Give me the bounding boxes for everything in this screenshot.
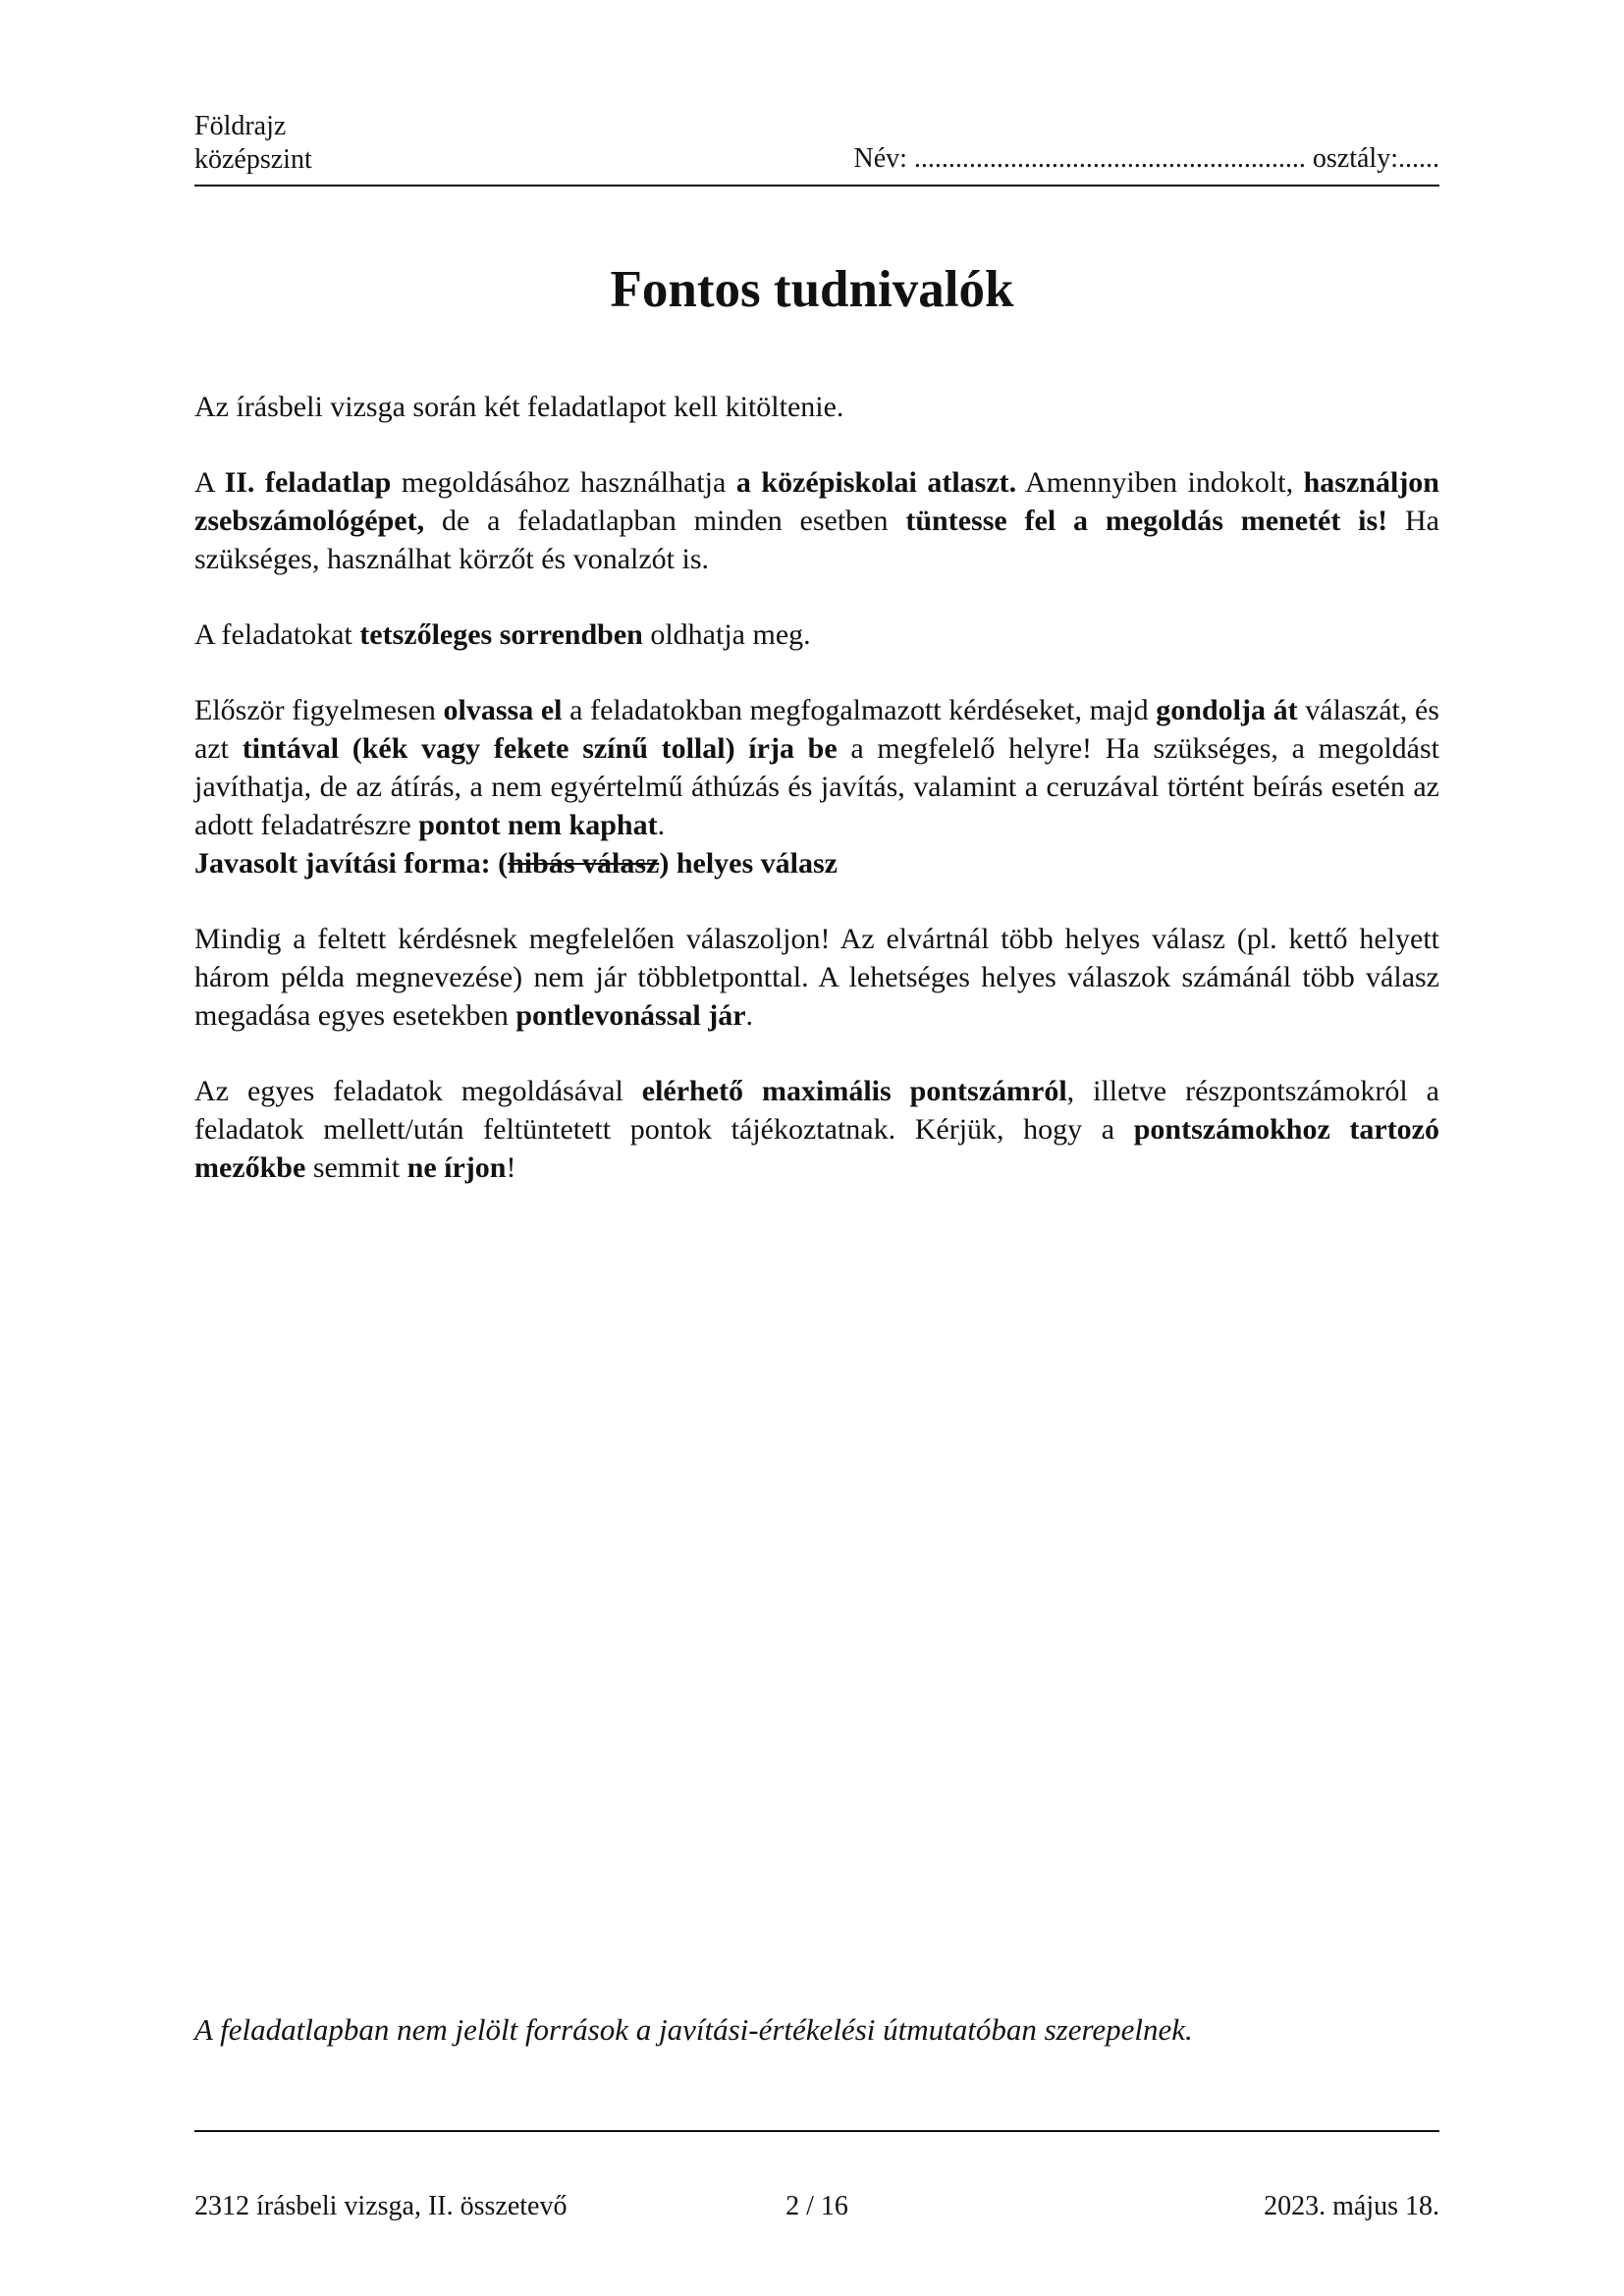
text-span: A feladatokat bbox=[194, 618, 360, 651]
paragraph-answer-count bbox=[194, 920, 1439, 1035]
text-span: Először figyelmesen bbox=[194, 694, 444, 726]
text-span: A bbox=[194, 466, 225, 499]
correction-form-line bbox=[194, 844, 1439, 882]
footer-divider bbox=[194, 2130, 1439, 2132]
text-span: Amennyiben indokolt, bbox=[1016, 466, 1304, 499]
bold-span: pontszámokhoz tartozó mezőkbe bbox=[194, 1113, 1439, 1184]
text-span: a feladatokban megfogalmazott kérdéseket, majd bbox=[562, 694, 1157, 726]
paragraph-tools bbox=[194, 463, 1439, 578]
text-span: , illetve részpontszámokról a feladatok mellett/után feltüntetett pontok tájékoztatnak. Kérjük, hogy a bbox=[194, 1075, 1439, 1146]
bold-span: pontot nem kaphat bbox=[418, 809, 658, 841]
text-span: megoldásához használhatja bbox=[391, 466, 736, 499]
instructions-body bbox=[194, 388, 1439, 1224]
bold-span: tetszőleges sorrendben bbox=[359, 618, 643, 651]
text-span: a megfelelő helyre! Ha szükséges, a megoldást javíthatja, de az átírás, a nem egyértelmű áthúzás és javítás, valamint a ceruzával történt beírás esetén az adott feladatrészre bbox=[194, 732, 1439, 841]
bold-span: tüntesse fel a megoldás menetét is! bbox=[905, 505, 1388, 537]
bold-span: ne írjon bbox=[406, 1151, 507, 1184]
paragraph-two-sheets: Az írásbeli vizsga során két feladatlapot kell kitöltenie. bbox=[194, 391, 844, 423]
bold-span: tintával (kék vagy fekete színű tollal) írja be bbox=[242, 732, 838, 765]
struck-wrong-answer: hibás válasz bbox=[508, 847, 660, 880]
paragraph-order bbox=[194, 615, 1439, 654]
subject-name: Földrajz bbox=[194, 111, 287, 141]
correction-right-answer: ) helyes válasz bbox=[659, 847, 838, 880]
text-span: . bbox=[657, 809, 666, 841]
page-footer bbox=[194, 2191, 1439, 2226]
sources-note: A feladatlapban nem jelölt források a javítási-értékelési útmutatóban szerepelnek. bbox=[194, 2012, 1193, 2047]
name-class-field: Név: ......................................................... osztály:...... bbox=[853, 143, 1439, 174]
text-span: ! bbox=[506, 1151, 516, 1184]
text-span: Az egyes feladatok megoldásával bbox=[194, 1075, 642, 1107]
text-span: válaszát, és azt bbox=[194, 694, 1439, 765]
bold-span: elérhető maximális pontszámról bbox=[641, 1075, 1067, 1107]
page-header bbox=[194, 108, 1439, 187]
bold-span: pontlevonással jár bbox=[515, 999, 746, 1032]
text-span: de a feladatlapban minden esetben bbox=[424, 505, 906, 537]
subject-block bbox=[194, 110, 312, 177]
paragraph-answering bbox=[194, 691, 1439, 844]
text-span: semmit bbox=[305, 1151, 407, 1184]
bold-span: használjon zsebszámológépet, bbox=[194, 466, 1439, 537]
bold-span: olvassa el bbox=[443, 694, 563, 726]
text-span: oldhatja meg. bbox=[642, 618, 811, 651]
page-number: 2 / 16 bbox=[785, 2191, 848, 2221]
subject-level: középszint bbox=[194, 144, 312, 175]
text-span: . bbox=[745, 999, 754, 1032]
bold-span: II. feladatlap bbox=[224, 466, 392, 499]
exam-code: 2312 írásbeli vizsga, II. összetevő bbox=[194, 2191, 568, 2221]
paragraph-scoring bbox=[194, 1072, 1439, 1187]
bold-span: a középiskolai atlaszt. bbox=[735, 466, 1017, 499]
bold-span: gondolja át bbox=[1156, 694, 1298, 726]
correction-label: Javasolt javítási forma: ( bbox=[194, 847, 509, 880]
text-span: Mindig a feltett kérdésnek megfelelően válaszoljon! Az elvártnál több helyes válasz (pl. kettő helyett három példa megnevezése) nem jár többletponttal. A lehetséges helyes válaszok számánál több válasz megadása egyes esetekben bbox=[194, 923, 1439, 1032]
page-title: Fontos tudnivalók bbox=[610, 261, 1014, 318]
exam-date: 2023. május 18. bbox=[1264, 2191, 1439, 2221]
text-span: Ha szükséges, használhat körzőt és vonalzót is. bbox=[194, 505, 1439, 575]
